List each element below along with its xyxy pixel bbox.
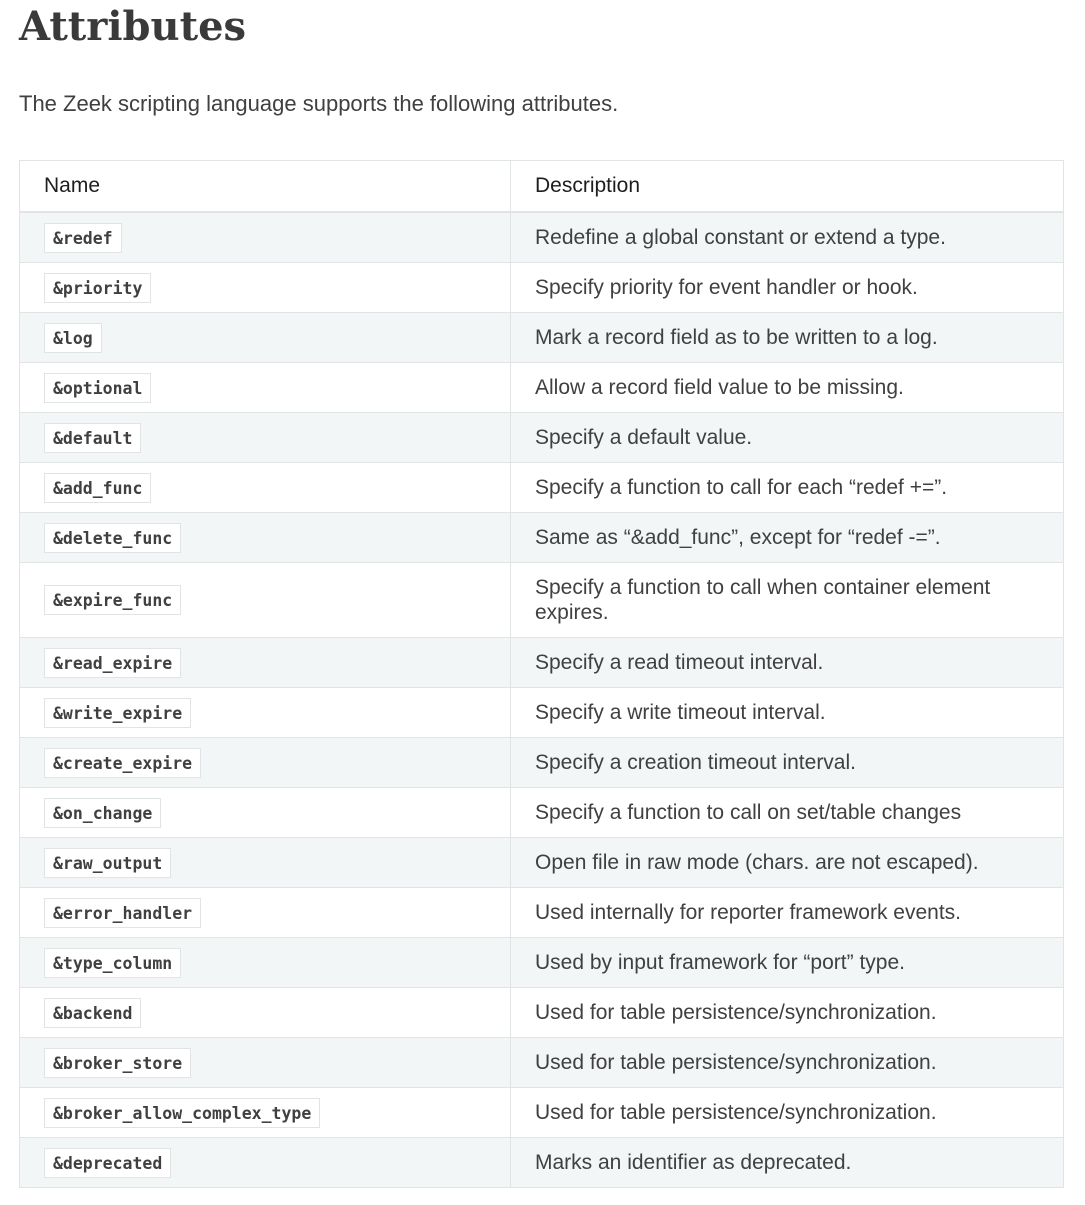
attribute-name-cell (20, 513, 511, 563)
table-row (20, 313, 1064, 363)
table-row (20, 688, 1064, 738)
attribute-description-cell: Specify priority for event handler or hook. (511, 263, 1064, 313)
attribute-description-cell: Used for table persistence/synchronization. (511, 988, 1064, 1038)
attributes-table (19, 160, 1064, 1188)
attribute-name-cell (20, 638, 511, 688)
attribute-name-code: &redef (44, 223, 122, 253)
attribute-name-code: &type_column (44, 948, 181, 978)
attribute-name-code: &log (44, 323, 102, 353)
column-header-name: Name (20, 161, 511, 213)
table-row (20, 1038, 1064, 1088)
attribute-name-cell (20, 788, 511, 838)
table-row (20, 788, 1064, 838)
attribute-name-cell (20, 313, 511, 363)
column-header-description: Description (511, 161, 1064, 213)
attribute-description-cell: Used for table persistence/synchronization. (511, 1038, 1064, 1088)
attribute-name-code: &optional (44, 373, 151, 403)
attribute-description-cell: Specify a read timeout interval. (511, 638, 1064, 688)
attribute-name-code: &create_expire (44, 748, 201, 778)
table-row (20, 638, 1064, 688)
attribute-name-cell (20, 888, 511, 938)
attribute-name-cell (20, 463, 511, 513)
attribute-description-cell: Allow a record field value to be missing. (511, 363, 1064, 413)
attribute-name-code: &add_func (44, 473, 151, 503)
attribute-name-code: &priority (44, 273, 151, 303)
attribute-name-code: &backend (44, 998, 141, 1028)
attribute-name-cell (20, 1088, 511, 1138)
table-row (20, 1088, 1064, 1138)
table-row (20, 988, 1064, 1038)
table-row (20, 513, 1064, 563)
attribute-description-cell: Specify a function to call on set/table changes (511, 788, 1064, 838)
page-title: Attributes (19, 3, 247, 50)
attribute-name-cell (20, 563, 511, 638)
table-row (20, 888, 1064, 938)
attribute-name-code: &write_expire (44, 698, 191, 728)
attribute-name-cell (20, 938, 511, 988)
attribute-description-cell: Used for table persistence/synchronization. (511, 1088, 1064, 1138)
attribute-description-cell: Specify a default value. (511, 413, 1064, 463)
table-row (20, 263, 1064, 313)
table-body (20, 212, 1064, 1188)
attribute-description-cell: Same as “&add_func”, except for “redef -=”. (511, 513, 1064, 563)
attribute-name-cell (20, 988, 511, 1038)
attribute-name-code: &broker_store (44, 1048, 191, 1078)
attribute-name-code: &delete_func (44, 523, 181, 553)
attribute-name-code: &default (44, 423, 141, 453)
table-row (20, 212, 1064, 263)
attribute-description-cell: Redefine a global constant or extend a type. (511, 212, 1064, 263)
attribute-name-code: &deprecated (44, 1148, 171, 1178)
attribute-name-code: &raw_output (44, 848, 171, 878)
attribute-name-cell (20, 1038, 511, 1088)
attribute-name-code: &broker_allow_complex_type (44, 1098, 320, 1128)
table-row (20, 363, 1064, 413)
attribute-description-cell: Used internally for reporter framework events. (511, 888, 1064, 938)
attribute-name-code: &read_expire (44, 648, 181, 678)
attribute-description-cell: Specify a write timeout interval. (511, 688, 1064, 738)
attribute-name-cell (20, 212, 511, 263)
table-header (20, 161, 1064, 213)
attribute-description-cell: Mark a record field as to be written to a log. (511, 313, 1064, 363)
intro-paragraph: The Zeek scripting language supports the following attributes. (19, 91, 619, 116)
attribute-name-code: &on_change (44, 798, 161, 828)
table-header-row (20, 161, 1064, 213)
table-row (20, 463, 1064, 513)
attribute-name-cell (20, 688, 511, 738)
table-row (20, 738, 1064, 788)
attribute-description-cell: Marks an identifier as deprecated. (511, 1138, 1064, 1188)
table-row (20, 838, 1064, 888)
attribute-description-cell: Specify a function to call for each “redef +=”. (511, 463, 1064, 513)
table-row (20, 413, 1064, 463)
attribute-name-cell (20, 838, 511, 888)
attribute-name-cell (20, 263, 511, 313)
attribute-name-cell (20, 413, 511, 463)
table-row (20, 563, 1064, 638)
attribute-name-cell (20, 1138, 511, 1188)
attribute-description-cell: Specify a function to call when container element expires. (511, 563, 1064, 638)
attribute-name-cell (20, 738, 511, 788)
attribute-description-cell: Specify a creation timeout interval. (511, 738, 1064, 788)
attribute-name-cell (20, 363, 511, 413)
attribute-description-cell: Used by input framework for “port” type. (511, 938, 1064, 988)
table-row (20, 1138, 1064, 1188)
attribute-name-code: &error_handler (44, 898, 201, 928)
table-row (20, 938, 1064, 988)
attribute-name-code: &expire_func (44, 585, 181, 615)
attribute-description-cell: Open file in raw mode (chars. are not escaped). (511, 838, 1064, 888)
